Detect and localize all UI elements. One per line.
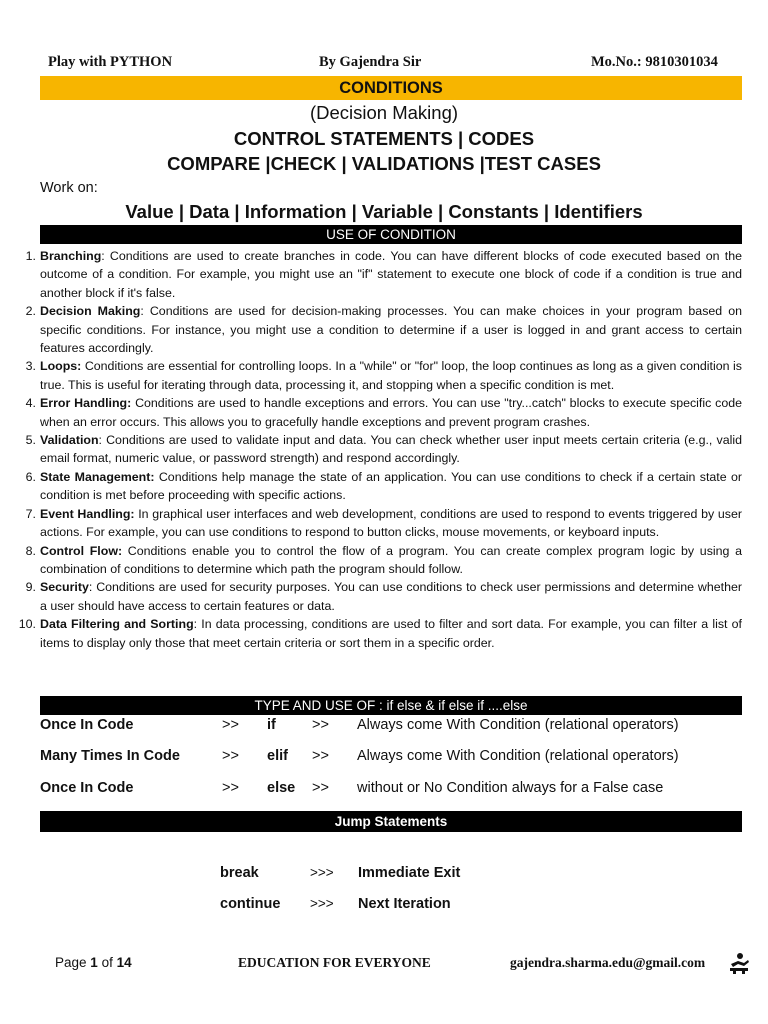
list-text: Conditions enable you to control the flow of a program. You can create complex program logic by using a combination of conditions to determine which path the program should follow. [40,543,743,576]
list-number: 6. [25,469,36,484]
type-and-use-heading: TYPE AND USE OF : if else & if else if ....else [40,696,742,715]
header-center: By Gajendra Sir [319,54,422,70]
page-header [40,54,742,74]
list-text: Conditions are essential for controlling loops. In a "while" or "for" loop, the loop continues as long as a given condition is true. This is useful for iterating through data, processing it, and stopping when a specific condition is met. [40,359,742,392]
use-list-item [25,431,742,468]
work-on-items: Value | Data | Information | Variable | Constants | Identifiers [125,201,643,222]
page-current: 1 [90,955,98,970]
page-indicator [55,955,132,970]
type-usage-label: Many Times In Code [40,748,180,764]
jump-row [220,896,520,918]
use-list-item [25,357,742,394]
type-row [40,717,742,739]
list-number: 9. [25,580,36,595]
list-term: Validation [40,433,99,448]
jump-keyword: break [220,865,259,881]
arrow-symbol: >>> [310,896,334,911]
list-term: Loops: [40,359,82,374]
type-keyword: else [267,780,296,796]
list-number: 4. [25,396,36,411]
use-of-condition-list [18,247,743,652]
list-text: In graphical user interfaces and web development, conditions are used to respond to events triggered by user actions. For example, you can use conditions to respond to button clicks, mouse movements, or keyboard inputs. [40,506,743,540]
type-description: without or No Condition always for a False case [357,780,664,796]
subtitle-compare: COMPARE |CHECK | VALIDATIONS |TEST CASES [167,153,601,174]
list-number: 10. [18,617,36,632]
footer-tagline: EDUCATION FOR EVERYONE [238,955,431,970]
work-on-label: Work on: [40,180,98,196]
subtitle-decision-making: (Decision Making) [309,102,459,123]
list-number: 5. [25,433,36,448]
main-title-bar: CONDITIONS [40,76,742,100]
type-usage-label: Once In Code [40,780,134,796]
use-list-item [25,394,742,431]
arrow-symbol: >> [222,748,239,764]
list-text: : Conditions are used for security purposes. You can use conditions to check user permissions and determine whether a user should have access to certain features or data. [40,580,742,613]
use-list-item [25,468,742,505]
arrow-symbol: >> [312,717,329,733]
list-term: Branching [40,249,102,263]
page-total: 14 [116,955,132,970]
list-text: : In data processing, conditions are used to filter and sort data. For example, you can filter a list of items to display only those that meet certain criteria or sort them in a specific order. [40,617,742,650]
type-keyword: elif [267,748,288,764]
reader-logo-icon [728,952,750,974]
arrow-symbol: >> [222,717,239,733]
use-of-condition-heading: USE OF CONDITION [40,225,742,244]
list-term: Security [40,580,89,595]
list-term: Decision Making [40,304,141,319]
type-row [40,780,742,802]
list-text: Conditions help manage the state of an application. You can use conditions to check if a certain state or condition is met before proceeding with specific actions. [40,469,742,503]
use-list-item [25,302,742,357]
list-text: : Conditions are used to create branches in code. You can have different blocks of code executed based on the outcome of a condition. For example, you might use an "if" statement to execute one block of code if a condition is true and another block if it's false. [40,249,742,300]
list-text: Conditions are used to handle exceptions and errors. You can use "try...catch" blocks to execute specific code when an error occurs. This allows you to gracefully handle exceptions and prevent program crashes. [40,396,742,429]
list-number: 1. [25,249,36,263]
type-keyword: if [267,717,276,733]
list-number: 3. [25,359,36,374]
list-number: 2. [25,304,36,319]
jump-statements-heading: Jump Statements [40,811,742,832]
arrow-symbol: >> [312,748,329,764]
subtitle-control-statements: CONTROL STATEMENTS | CODES [233,128,535,149]
arrow-symbol: >> [222,780,239,796]
type-row [40,748,742,770]
list-text: : Conditions are used for decision-making processes. You can make choices in your program based on specific conditions. For instance, you might use a condition to determine if a user is logged in and grant access to certain features accordingly. [40,304,742,356]
arrow-symbol: >>> [310,865,334,880]
arrow-symbol: >> [312,780,329,796]
header-right: Mo.No.: 9810301034 [591,54,718,70]
jump-keyword: continue [220,896,281,912]
type-usage-label: Once In Code [40,717,134,733]
footer-email: gajendra.sharma.edu@gmail.com [510,955,706,970]
type-description: Always come With Condition (relational operators) [357,717,679,733]
list-term: State Management: [40,469,155,484]
jump-description: Immediate Exit [358,865,461,881]
use-list-item [25,542,743,579]
use-list-item [25,578,742,615]
use-list-item [18,615,742,652]
type-description: Always come With Condition (relational operators) [357,748,679,764]
header-left: Play with PYTHON [48,54,173,70]
list-term: Data Filtering and Sorting [40,617,194,632]
page-label: Page [55,955,87,970]
list-term: Error Handling: [40,396,132,411]
list-term: Control Flow: [40,543,123,558]
list-term: Event Handling: [40,506,135,521]
jump-description: Next Iteration [358,896,451,912]
jump-row [220,865,520,887]
list-text: : Conditions are used to validate input and data. You can check whether user input meets certain criteria (e.g., valid email format, numeric value, or password strength) and respond accordingly. [40,433,742,466]
use-list-item [25,247,742,302]
use-list-item [25,505,743,542]
page-of: of [101,955,113,970]
list-number: 7. [25,506,36,521]
list-number: 8. [25,543,36,558]
